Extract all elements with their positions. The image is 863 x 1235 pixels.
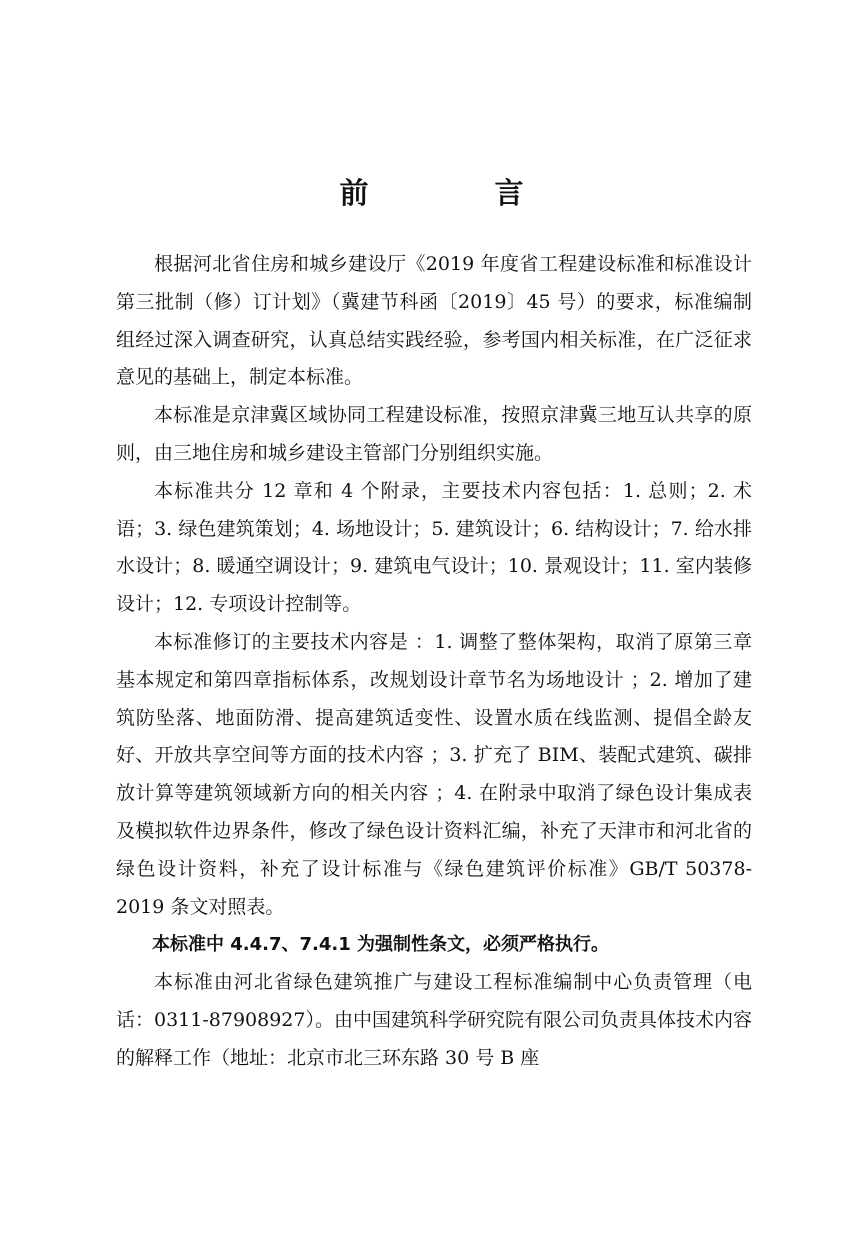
- paragraph-management: 本标准由河北省绿色建筑推广与建设工程标准编制中心负责管理（电话：0311-87908927）。由中国建筑科学研究院有限公司负责具体技术内容的解释工作（地址：北京市北三环东路 30 号 B 座: [116, 971, 752, 1069]
- document-body: [116, 246, 752, 1078]
- paragraph-revisions: 本标准修订的主要技术内容是 ：1. 调整了整体架构，取消了原第三章基本规定和第四章指标体系，改规划设计章节名为场地设计 ；2. 增加了建筑防坠落、地面防滑、提高建筑适变性、设置水质在线监测、提倡全龄友好、开放共享空间等方面的技术内容 ；3. 扩充了 BIM、装配式建筑、碳排放计算等建筑领域新方向的相关内容 ；4. 在附录中取消了绿色设计集成表及模拟软件边界条件，修改了绿色设计资料汇编，补充了天津市和河北省的绿色设计资料，补充了设计标准与《绿色建筑评价标准》GB/T 50378-2019 条文对照表。: [116, 630, 752, 918]
- paragraph-contents: 本标准共分 12 章和 4 个附录，主要技术内容包括：1. 总则；2. 术语；3. 绿色建筑策划；4. 场地设计；5. 建筑设计；6. 结构设计；7. 给水排水设计；8. 暖通空调设计；9. 建筑电气设计；10. 景观设计；11. 室内装修设计；12. 专项设计控制等。: [116, 479, 752, 616]
- page-title: 前 言: [339, 176, 582, 210]
- paragraph-basis: 根据河北省住房和城乡建设厅《2019 年度省工程建设标准和标准设计第三批制（修）订计划》（冀建节科函〔2019〕45 号）的要求，标准编制组经过深入调查研究，认真总结实践经验，参考国内相关标准，在广泛征求意见的基础上，制定本标准。: [116, 253, 752, 389]
- paragraph-regional-standard: 本标准是京津冀区域协同工程建设标准，按照京津冀三地互认共享的原则，由三地住房和城乡建设主管部门分别组织实施。: [116, 404, 752, 464]
- paragraph-mandatory-clauses: 本标准中 4.4.7、7.4.1 为强制性条文，必须严格执行。: [152, 934, 610, 956]
